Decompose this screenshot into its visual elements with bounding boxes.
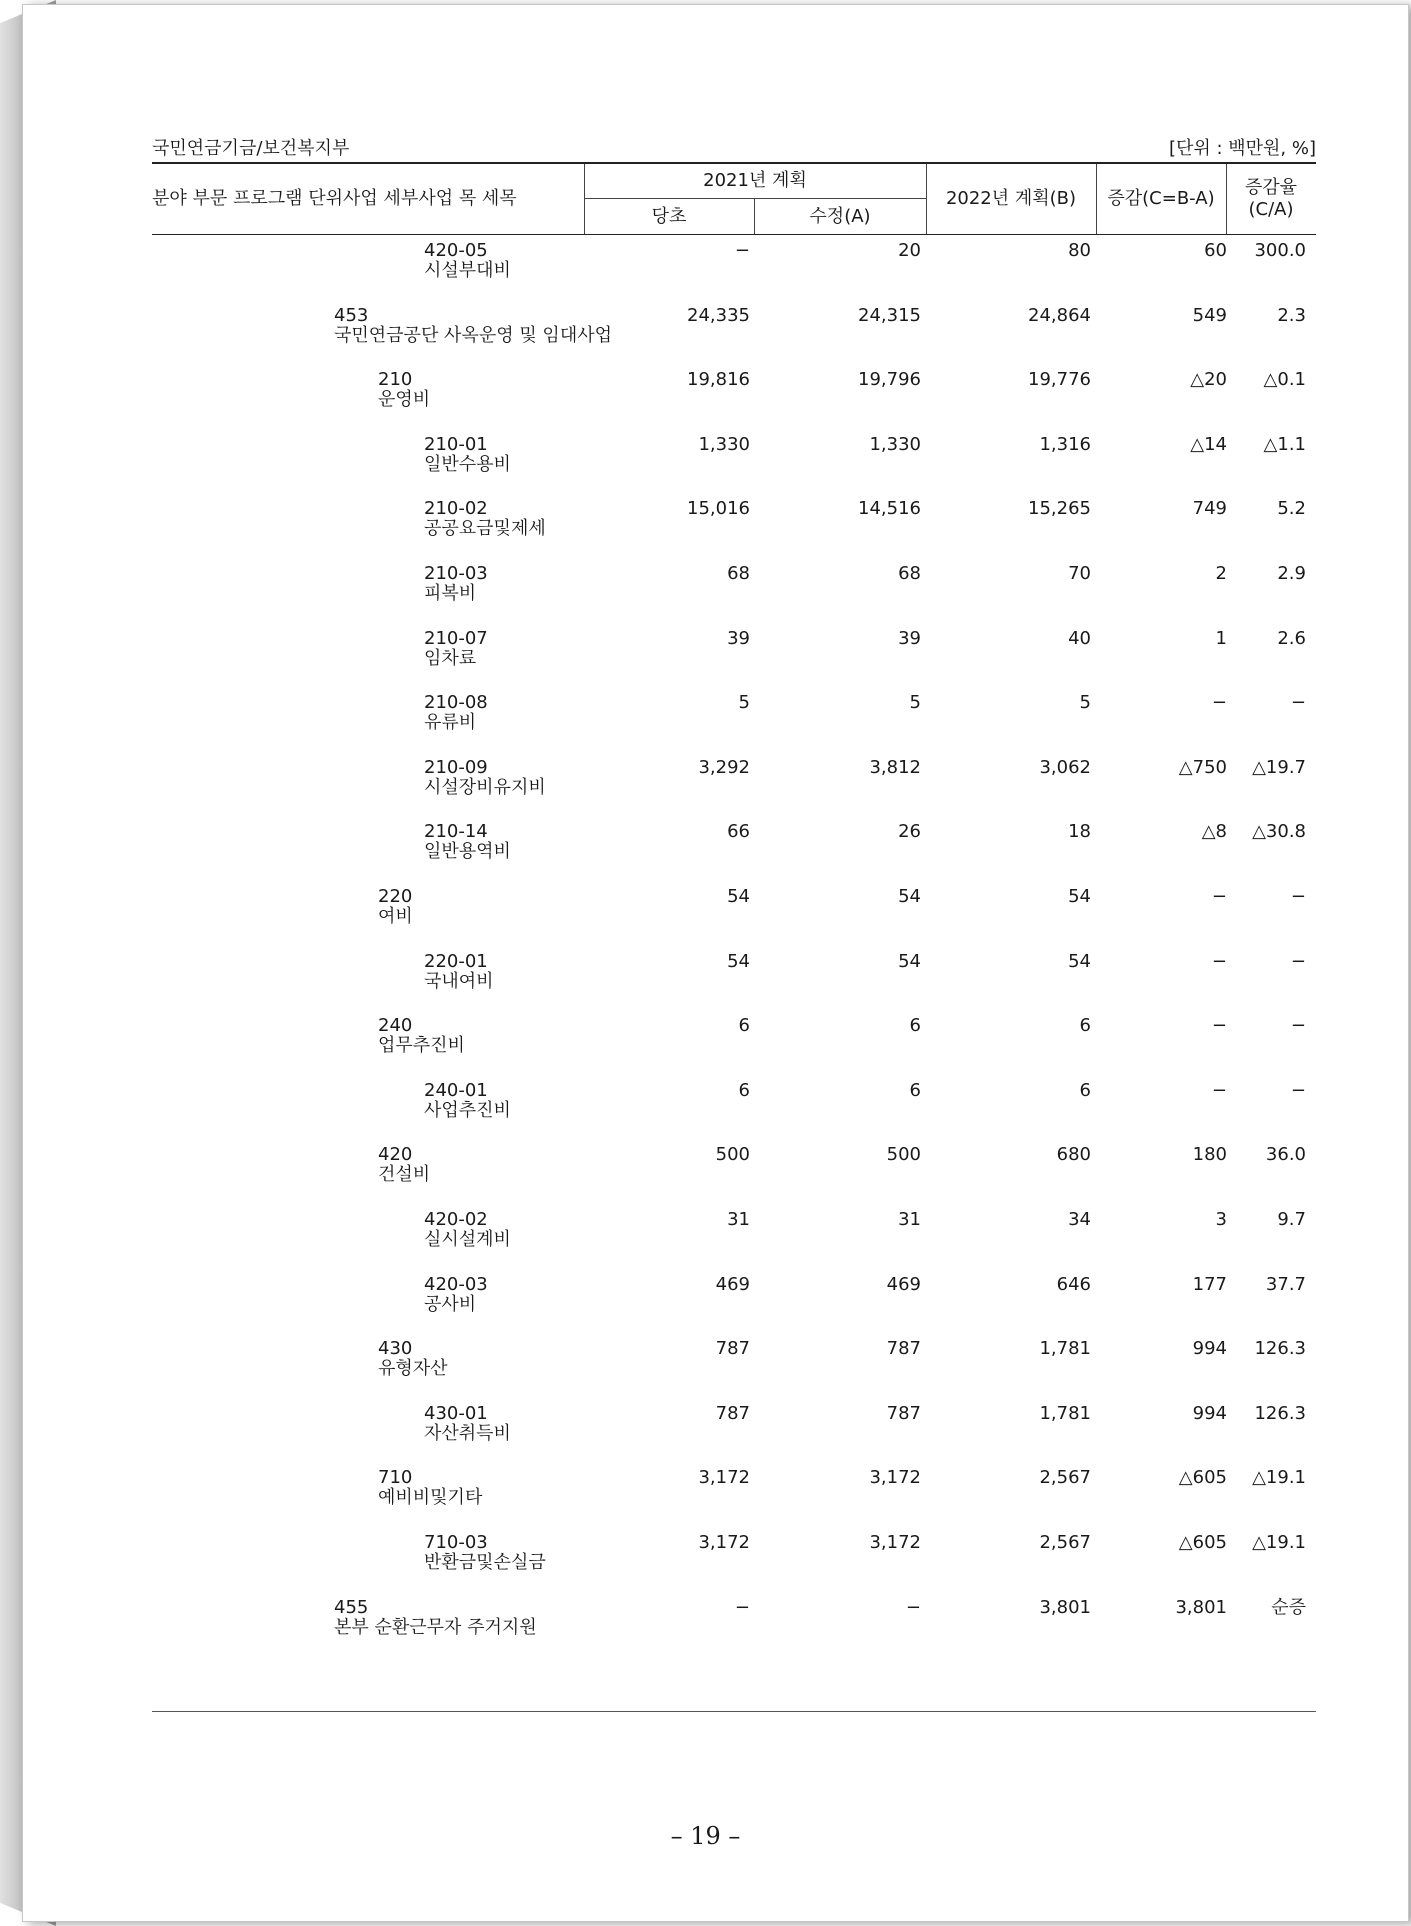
item-code: 240 xyxy=(378,1015,413,1037)
item-code: 430 xyxy=(378,1338,413,1360)
table-row xyxy=(152,1075,1316,1139)
plan-2022-value: 3,062 xyxy=(1039,756,1091,778)
revised-value: 19,796 xyxy=(858,369,921,391)
revised-value: 31 xyxy=(898,1209,921,1230)
item-name: 반환금및손실금 xyxy=(424,1552,546,1573)
revised-value: 3,172 xyxy=(869,1532,921,1553)
table-row xyxy=(152,1139,1316,1203)
plan-2022-value: 40 xyxy=(1068,627,1091,649)
original-value: 31 xyxy=(727,1209,750,1230)
table-row xyxy=(152,1527,1316,1591)
original-value: 787 xyxy=(715,1338,750,1360)
table-row xyxy=(152,364,1316,428)
original-value: 54 xyxy=(727,886,750,907)
original-value: 1,330 xyxy=(698,433,750,455)
plan-2022-value: 2,567 xyxy=(1039,1467,1091,1489)
item-name: 임차료 xyxy=(424,647,477,669)
rate-value: − xyxy=(1290,950,1306,972)
table-row xyxy=(152,1398,1316,1462)
rate-value: − xyxy=(1290,1079,1306,1101)
item-name: 업무추진비 xyxy=(378,1035,465,1057)
table-row xyxy=(152,235,1316,299)
item-code: 453 xyxy=(334,304,369,326)
item-code: 210-14 xyxy=(424,821,488,843)
table-row xyxy=(152,881,1316,945)
rate-value: 2.3 xyxy=(1277,304,1306,326)
item-name: 본부 순환근무자 주거지원 xyxy=(334,1616,537,1638)
revised-value: 500 xyxy=(886,1144,921,1166)
change-value: 177 xyxy=(1192,1273,1227,1295)
original-value: 3,172 xyxy=(698,1532,750,1553)
item-name: 공사비 xyxy=(424,1293,477,1315)
change-value: 749 xyxy=(1192,498,1227,520)
table-row xyxy=(152,1204,1316,1268)
change-value: − xyxy=(1211,950,1227,972)
page-number: – 19 – xyxy=(670,1822,741,1850)
rate-value: 9.7 xyxy=(1277,1209,1306,1230)
rate-value: 2.9 xyxy=(1277,563,1306,584)
item-name: 여비 xyxy=(378,906,413,927)
revised-value: 14,516 xyxy=(858,498,921,520)
rate-value: 36.0 xyxy=(1265,1144,1306,1166)
revised-value: 54 xyxy=(898,950,921,972)
original-value: 19,816 xyxy=(687,369,750,391)
change-value: 180 xyxy=(1192,1144,1227,1166)
original-value: 66 xyxy=(727,821,750,843)
item-code: 220 xyxy=(378,886,413,907)
original-value: − xyxy=(734,1596,750,1618)
revised-column-header: 수정(A) xyxy=(809,205,871,227)
item-code: 455 xyxy=(334,1596,369,1618)
table-row xyxy=(152,816,1316,880)
item-code: 710-03 xyxy=(424,1532,488,1553)
revised-value: 68 xyxy=(898,563,921,584)
change-value: − xyxy=(1211,692,1227,714)
plan-2022-value: 646 xyxy=(1056,1273,1091,1295)
plan-2022-value: 19,776 xyxy=(1028,369,1091,391)
item-code: 420-03 xyxy=(424,1273,488,1295)
change-value: − xyxy=(1211,1015,1227,1037)
rate-value: △19.7 xyxy=(1252,756,1306,778)
revised-value: 39 xyxy=(898,627,921,649)
table-row xyxy=(152,1462,1316,1526)
plan-2022-value: 5 xyxy=(1079,692,1091,714)
rate-value: △0.1 xyxy=(1263,369,1306,391)
rate-value: 126.3 xyxy=(1254,1338,1306,1360)
plan-2022-value: 34 xyxy=(1068,1209,1091,1230)
original-value: 6 xyxy=(738,1079,750,1101)
item-code: 420-02 xyxy=(424,1209,488,1230)
table-row xyxy=(152,558,1316,622)
item-name: 유형자산 xyxy=(378,1358,448,1380)
item-code: 420 xyxy=(378,1144,413,1166)
plan-2022-value: 80 xyxy=(1068,240,1091,261)
change-value: 2 xyxy=(1215,563,1227,584)
table-header xyxy=(152,162,1316,235)
table-row xyxy=(152,429,1316,493)
rate-value: △19.1 xyxy=(1252,1467,1306,1489)
plan-2022-value: 15,265 xyxy=(1028,498,1091,520)
rate-value: 126.3 xyxy=(1254,1402,1306,1424)
item-code: 210 xyxy=(378,369,413,391)
original-value: 5 xyxy=(738,692,750,714)
rate-value: − xyxy=(1290,1015,1306,1037)
change-value: △750 xyxy=(1178,756,1227,778)
table-bottom-rule xyxy=(152,1711,1316,1712)
item-code: 210-08 xyxy=(424,692,488,714)
revised-value: 6 xyxy=(909,1015,921,1037)
plan-2022-value: 3,801 xyxy=(1039,1596,1091,1618)
plan-2022-value: 24,864 xyxy=(1028,304,1091,326)
table-row xyxy=(152,752,1316,816)
plan-2022-value: 1,316 xyxy=(1039,433,1091,455)
plan-2022-value: 6 xyxy=(1079,1079,1091,1101)
item-code: 210-09 xyxy=(424,756,488,778)
rate-value: 5.2 xyxy=(1277,498,1306,520)
original-value: 24,335 xyxy=(687,304,750,326)
item-name: 운영비 xyxy=(378,389,431,411)
plan-2022-value: 1,781 xyxy=(1039,1402,1091,1424)
table-row xyxy=(152,1592,1316,1656)
plan-2022-value: 6 xyxy=(1079,1015,1091,1037)
revised-value: 20 xyxy=(898,240,921,261)
item-name: 국민연금공단 사옥운영 및 임대사업 xyxy=(334,324,612,346)
item-code: 430-01 xyxy=(424,1402,488,1424)
item-name: 일반용역비 xyxy=(424,841,511,863)
change-value: 549 xyxy=(1192,304,1227,326)
rate-value: △1.1 xyxy=(1263,433,1306,455)
plan-2022-header: 2022년 계획(B) xyxy=(945,188,1077,209)
item-name: 예비비및기타 xyxy=(378,1487,483,1509)
change-value: △14 xyxy=(1190,433,1227,455)
original-value: 15,016 xyxy=(687,498,750,520)
revised-value: 6 xyxy=(909,1079,921,1101)
rate-value: 300.0 xyxy=(1254,240,1306,261)
rate-value: 순증 xyxy=(1271,1596,1306,1618)
original-value: 787 xyxy=(715,1402,750,1424)
item-code: 210-03 xyxy=(424,563,488,584)
revised-value: 54 xyxy=(898,886,921,907)
item-code: 420-05 xyxy=(424,240,488,261)
plan-2022-value: 1,781 xyxy=(1039,1338,1091,1360)
plan-2022-value: 70 xyxy=(1068,563,1091,584)
plan-2021-header: 2021년 계획 xyxy=(703,170,807,191)
rate-header-line2: (C/A) xyxy=(1248,199,1294,220)
revised-value: 469 xyxy=(886,1273,921,1295)
item-code: 220-01 xyxy=(424,950,488,972)
item-code: 210-01 xyxy=(424,433,488,455)
table-row xyxy=(152,1010,1316,1074)
rate-header-line1: 증감율 xyxy=(1244,177,1298,198)
revised-value: 787 xyxy=(886,1338,921,1360)
original-value: − xyxy=(734,240,750,261)
item-name: 공공요금및제세 xyxy=(424,518,546,540)
change-value: △605 xyxy=(1178,1467,1227,1489)
original-value: 68 xyxy=(727,563,750,584)
change-value: − xyxy=(1211,886,1227,907)
revised-value: 5 xyxy=(909,692,921,714)
change-value: 3,801 xyxy=(1175,1596,1227,1618)
table-row xyxy=(152,623,1316,687)
item-code: 710 xyxy=(378,1467,413,1489)
original-value: 3,292 xyxy=(698,756,750,778)
item-name: 일반수용비 xyxy=(424,453,511,475)
rate-column-header xyxy=(1226,164,1316,234)
table-row xyxy=(152,300,1316,364)
plan-2022-value: 680 xyxy=(1056,1144,1091,1166)
table-row xyxy=(152,1269,1316,1333)
original-value: 39 xyxy=(727,627,750,649)
ministry-title: 국민연금기금/보건복지부 xyxy=(152,138,350,159)
item-name: 건설비 xyxy=(378,1164,431,1186)
revised-value: 787 xyxy=(886,1402,921,1424)
change-value: △20 xyxy=(1190,369,1227,391)
change-value: 994 xyxy=(1192,1338,1227,1360)
original-value: 500 xyxy=(715,1144,750,1166)
table-caption xyxy=(152,134,1316,160)
plan-2022-value: 2,567 xyxy=(1039,1532,1091,1553)
item-name: 국내여비 xyxy=(424,970,494,992)
rate-value: 2.6 xyxy=(1277,627,1306,649)
item-name: 시설장비유지비 xyxy=(424,776,546,798)
table-row xyxy=(152,946,1316,1010)
revised-value: 3,812 xyxy=(869,756,921,778)
original-value: 6 xyxy=(738,1015,750,1037)
revised-value: − xyxy=(905,1596,921,1618)
item-name: 실시설계비 xyxy=(424,1229,511,1250)
rate-value: 37.7 xyxy=(1265,1273,1306,1295)
item-name: 자산취득비 xyxy=(424,1422,511,1444)
rate-value: △19.1 xyxy=(1252,1532,1306,1553)
plan-2022-value: 54 xyxy=(1068,950,1091,972)
change-value: △8 xyxy=(1201,821,1227,843)
original-value: 3,172 xyxy=(698,1467,750,1489)
table-row xyxy=(152,1333,1316,1397)
original-value: 54 xyxy=(727,950,750,972)
category-column-header: 분야 부문 프로그램 단위사업 세부사업 목 세목 xyxy=(152,188,517,209)
plan-2022-value: 54 xyxy=(1068,886,1091,907)
item-name: 시설부대비 xyxy=(424,260,511,281)
rate-value: − xyxy=(1290,692,1306,714)
change-value: △605 xyxy=(1178,1532,1227,1553)
item-name: 피복비 xyxy=(424,583,477,604)
revised-value: 1,330 xyxy=(869,433,921,455)
table-row xyxy=(152,687,1316,751)
original-column-header: 당초 xyxy=(651,205,687,227)
rate-value: △30.8 xyxy=(1252,821,1306,843)
unit-label: [단위 : 백만원, %] xyxy=(1168,138,1316,159)
item-code: 210-07 xyxy=(424,627,488,649)
revised-value: 3,172 xyxy=(869,1467,921,1489)
original-value: 469 xyxy=(715,1273,750,1295)
change-value: 1 xyxy=(1215,627,1227,649)
item-name: 사업추진비 xyxy=(424,1099,511,1121)
change-column-header: 증감(C=B-A) xyxy=(1107,188,1215,209)
rate-value: − xyxy=(1290,886,1306,907)
change-value: − xyxy=(1211,1079,1227,1101)
change-value: 994 xyxy=(1192,1402,1227,1424)
change-value: 3 xyxy=(1215,1209,1227,1230)
revised-value: 24,315 xyxy=(858,304,921,326)
item-code: 240-01 xyxy=(424,1079,488,1101)
item-code: 210-02 xyxy=(424,498,488,520)
item-name: 유류비 xyxy=(424,712,477,734)
plan-2022-value: 18 xyxy=(1068,821,1091,843)
table-row xyxy=(152,493,1316,557)
change-value: 60 xyxy=(1204,240,1227,261)
revised-value: 26 xyxy=(898,821,921,843)
